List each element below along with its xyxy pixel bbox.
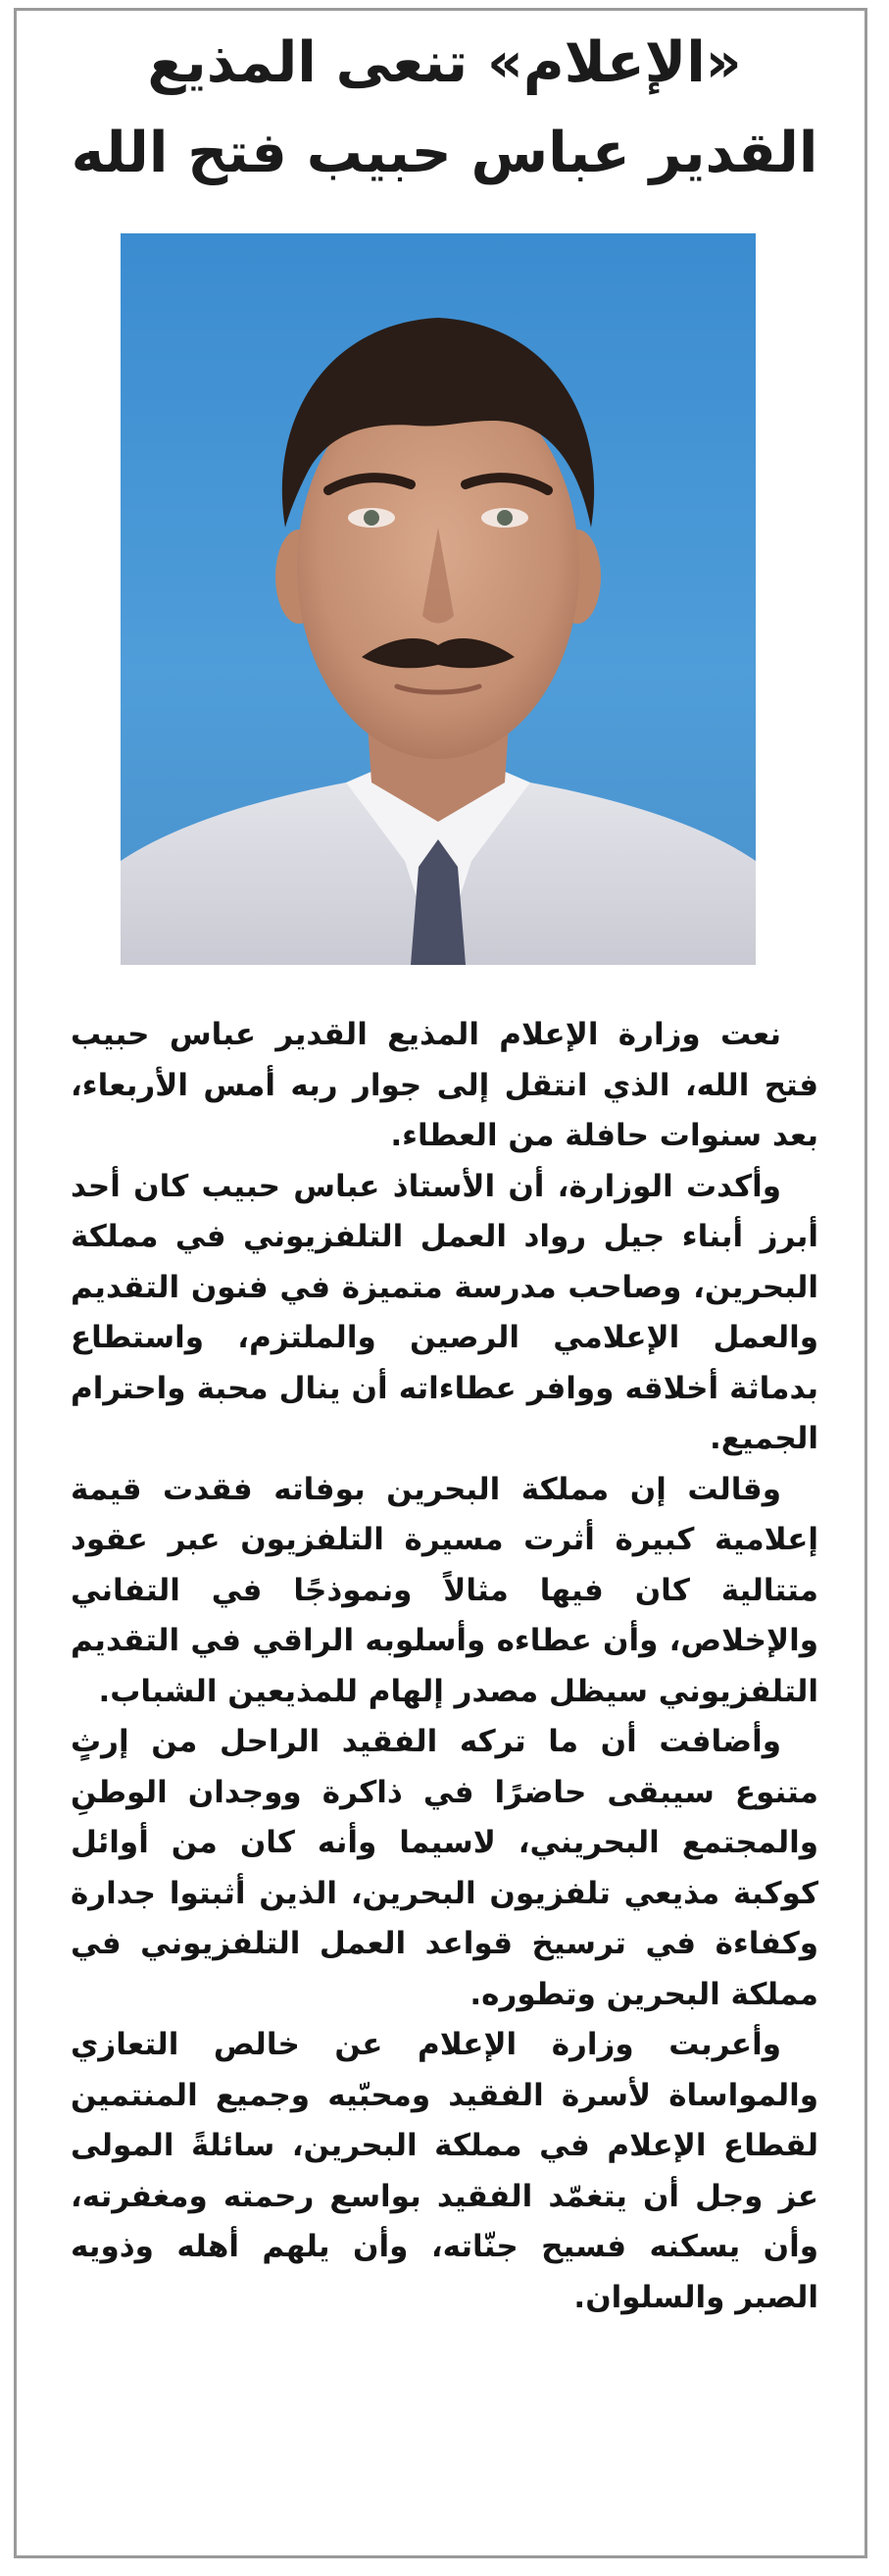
portrait-illustration (121, 233, 756, 965)
article-paragraph-1: نعت وزارة الإعلام المذيع القدير عباس حبيب فتح الله، الذي انتقل إلى جوار ربه أمس الأربعاء، بعد سنوات حافلة من العطاء. (71, 1017, 818, 1153)
article-paragraph-5: وأعربت وزارة الإعلام عن خالص التعازي والمواساة لأسرة الفقيد ومحبّيه وجميع المنتمين لقطاع الإعلام في مملكة البحرين، سائلةً المولى عز وجل أن يتغمّد الفقيد بواسع رحمته ومغفرته، وأن يسكنه فسيح جنّاته، وأن يلهم أهله وذويه الصبر والسلوان. (71, 2027, 818, 2315)
article-paragraph-3: وقالت إن مملكة البحرين بوفاته فقدت قيمة إعلامية كبيرة أثرت مسيرة التلفزيون عبر عقود متتالية كان فيها مثالاً ونموذجًا في التفاني والإخلاص، وأن عطاءه وأسلوبه الراقي في التقديم التلفزيوني سيظل مصدر إلهام للمذيعين الشباب. (71, 1471, 818, 1709)
article-body (71, 1010, 818, 2323)
headline-line-2: القدير عباس حبيب فتح الله (71, 121, 818, 185)
article-paragraph-2: وأكدت الوزارة، أن الأستاذ عباس حبيب كان أحد أبرز أبناء جيل رواد العمل التلفزيوني في مملكة البحرين، وصاحب مدرسة متميزة في فنون التقديم والعمل الإعلامي الرصين والملتزم، واستطاع بدماثة أخلاقه ووافر عطاءاته أن ينال محبة واحترام الجميع. (71, 1168, 818, 1456)
article-paragraph-4: وأضافت أن ما تركه الفقيد الراحل من إرثٍ متنوع سيبقى حاضرًا في ذاكرة ووجدان الوطنِ والمجتمع البحريني، لاسيما وأنه كان من أوائل كوكبة مذيعي تلفزيون البحرين، الذين أثبتوا جدارة وكفاءة في ترسيخ قواعد العمل التلفزيوني في مملكة البحرين وتطوره. (71, 1724, 818, 2012)
headline-line-1: «الإعلام» تنعى المذيع (147, 30, 742, 95)
portrait-photo (121, 233, 756, 965)
article-headline (59, 18, 830, 198)
